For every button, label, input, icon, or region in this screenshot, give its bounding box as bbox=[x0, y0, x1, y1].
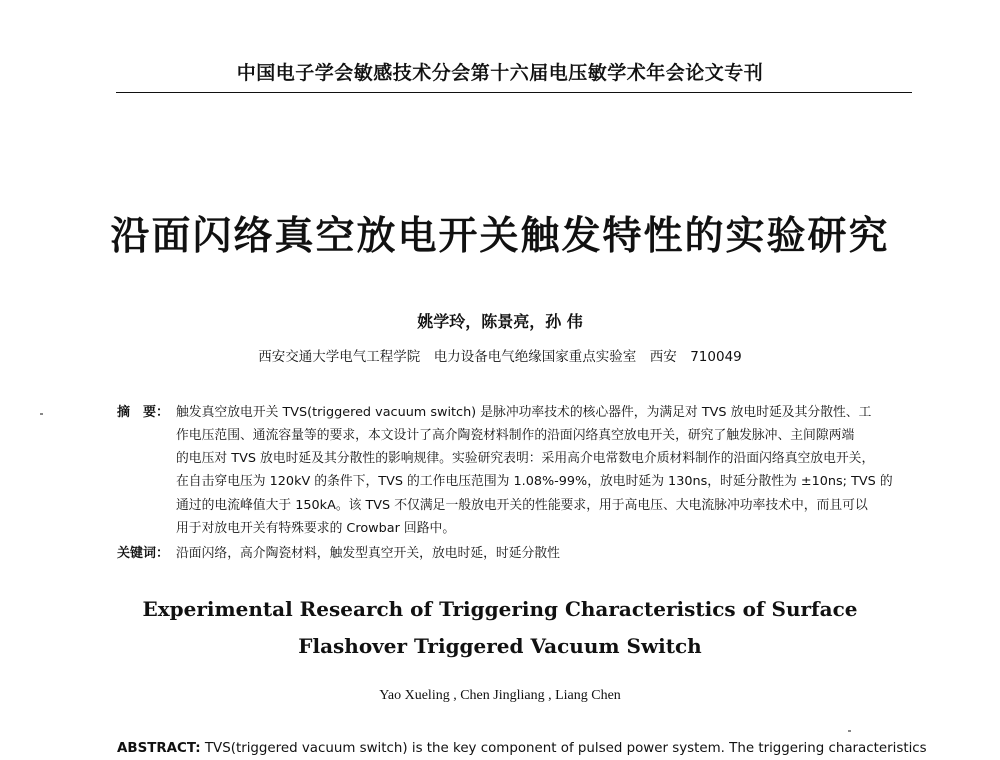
abstract-line: 通过的电流峰值大于 150kA。该 TVS 不仅满足一般放电开关的性能要求，用于高电压、大电流脉冲功率技术中，而且可以 bbox=[176, 498, 868, 513]
english-abstract-label: ABSTRACT: bbox=[117, 741, 201, 756]
abstract-line: 用于对放电开关有特殊要求的 Crowbar 回路中。 bbox=[176, 521, 456, 536]
header-rule bbox=[116, 92, 912, 93]
english-title-line-1: Experimental Research of Triggering Characteristics of Surface bbox=[142, 597, 858, 621]
scan-mark bbox=[848, 730, 851, 732]
english-abstract-line bbox=[117, 741, 927, 756]
chinese-affiliation: 西安交通大学电气工程学院 电力设备电气绝缘国家重点实验室 西安 710049 bbox=[258, 349, 742, 365]
english-abstract-text: TVS(triggered vacuum switch) is the key component of pulsed power system. The triggering characteristics bbox=[204, 741, 927, 756]
abstract-line: 触发真空放电开关 TVS(triggered vacuum switch) 是脉冲功率技术的核心器件，为满足对 TVS 放电时延及其分散性、工 bbox=[176, 405, 872, 420]
abstract-label: 摘 要： bbox=[117, 405, 170, 420]
keywords-label: 关键词： bbox=[117, 546, 170, 561]
abstract-line: 的电压对 TVS 放电时延及其分散性的影响规律。实验研究表明：采用高介电常数电介质材料制作的沿面闪络真空放电开关， bbox=[176, 451, 875, 466]
abstract-line: 作电压范围、通流容量等的要求，本文设计了高介陶瓷材料制作的沿面闪络真空放电开关，研究了触发脉冲、主间隙两端 bbox=[176, 428, 855, 443]
journal-header: 中国电子学会敏感技术分会第十六届电压敏学术年会论文专刊 bbox=[236, 62, 764, 84]
english-title-line-2: Flashover Triggered Vacuum Switch bbox=[298, 634, 702, 658]
keywords-text: 沿面闪络，高介陶瓷材料，触发型真空开关，放电时延，时延分散性 bbox=[176, 546, 560, 561]
chinese-title: 沿面闪络真空放电开关触发特性的实验研究 bbox=[110, 214, 890, 259]
chinese-authors: 姚学玲，陈景亮，孙 伟 bbox=[417, 312, 583, 331]
scan-mark bbox=[40, 413, 43, 415]
english-authors: Yao Xueling , Chen Jingliang , Liang Chen bbox=[379, 688, 621, 703]
abstract-line: 在自击穿电压为 120kV 的条件下，TVS 的工作电压范围为 1.08%-99%，放电时延为 130ns，时延分散性为 ±10ns; TVS 的 bbox=[176, 474, 893, 489]
